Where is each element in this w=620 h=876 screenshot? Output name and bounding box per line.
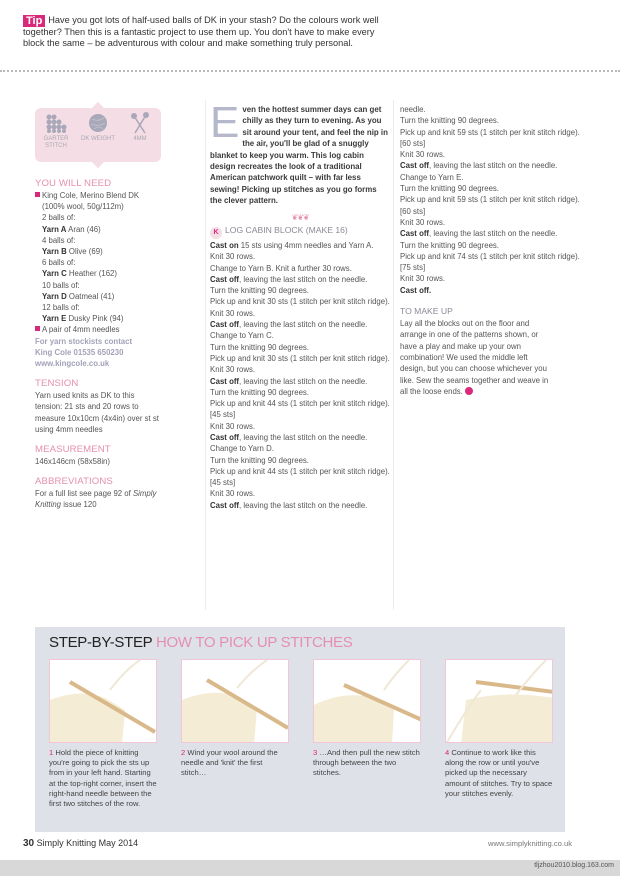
instruction: Turn the knitting 90 degrees. — [210, 286, 309, 296]
end-mark-icon — [465, 387, 473, 395]
instruction: Pick up and knit 44 sts (1 stitch per knit stitch ridge). [45 sts] — [210, 399, 390, 420]
step-photo — [445, 659, 553, 743]
instruction: Pick up and knit 59 sts (1 stitch per knit stitch ridge). [60 sts] — [400, 195, 580, 216]
step-1 — [49, 659, 157, 809]
instruction: Cast off, leaving the last stitch on the needle. — [210, 320, 368, 330]
yarn-qty: 12 balls of: — [42, 303, 80, 313]
magazine-url[interactable]: www.simplyknitting.co.uk — [488, 839, 572, 848]
step-2 — [181, 659, 289, 779]
magazine-issue: Simply Knitting May 2014 — [36, 838, 139, 848]
instruction: Cast off, leaving the last stitch on the needle. — [400, 229, 558, 239]
instruction: Cast off, leaving the last stitch on the needle. — [210, 500, 368, 510]
instruction: Change to Yarn E. — [400, 172, 464, 182]
instruction: Knit 30 rows. — [400, 217, 446, 227]
make-up-heading: TO MAKE UP — [400, 306, 453, 317]
drop-cap: E — [210, 98, 240, 147]
yarn-item: Yarn C Heather (162) — [42, 269, 117, 279]
instruction: Knit 30 rows. — [400, 274, 446, 284]
instruction: Knit 30 rows. — [210, 252, 256, 262]
make-up-text: Lay all the blocks out on the floor and arrange in one of the patterns shown, or have a play and make up your own combination! We used the middle left design, but you can choose whichever you like. Sew the seams together and weave in all the loose ends. — [400, 319, 549, 396]
instruction: Turn the knitting 90 degrees. — [400, 116, 499, 126]
instruction: Knit 30 rows. — [210, 489, 256, 499]
step-photo — [313, 659, 421, 743]
yarn-line: King Cole, Merino Blend DK — [35, 190, 200, 201]
instruction: Turn the knitting 90 degrees. — [400, 240, 499, 250]
tip-badge: Tip — [23, 15, 45, 27]
yarn-item: Yarn A Aran (46) — [42, 224, 101, 234]
abbreviations-text: For a full list see page 92 of Simply Knitting issue 120 — [35, 489, 157, 510]
instruction: Cast off, leaving the last stitch on the needle. — [210, 433, 368, 442]
instruction: needle. — [400, 105, 426, 114]
abbreviations-heading: ABBREVIATIONS — [35, 476, 113, 488]
intro-paragraph: Even the hottest summer days can get chilly as they turn to evening. As you sit around your tent, and feel the nip in the air, you'll be glad of a snuggly blanket to keep you warm. This log cabin design recreates the look of a traditional American patchwork quilt – with far less sewing! Picking up stitches as you go forms the clever pattern. — [210, 98, 388, 206]
page-footer — [23, 838, 138, 849]
knit-k-icon: K — [210, 227, 222, 239]
badge-label: DK WEIGHT — [81, 136, 115, 142]
instruction: Cast on 15 sts using 4mm needles and Yarn A. — [210, 240, 374, 250]
instruction: Knit 30 rows. — [400, 150, 446, 160]
step-text: 4 Continue to work like this along the row or until you've picked up the necessary amount of stitches. Try to space your stitches evenly. — [445, 748, 553, 798]
instruction: Pick up and knit 59 sts (1 stitch per knit stitch ridge). [60 sts] — [400, 127, 580, 148]
column-divider — [393, 100, 394, 610]
bullet-icon — [35, 326, 40, 331]
flourish-ornament: ❦❦❦ — [291, 212, 309, 222]
step-by-step-panel — [35, 627, 565, 832]
step-photo — [49, 659, 157, 743]
step-3 — [313, 659, 421, 779]
you-will-need-heading: YOU WILL NEED — [35, 178, 112, 189]
watermark-text: tljzhou2010.blog.163.com — [534, 862, 614, 869]
yarn-item: Yarn D Oatmeal (41) — [42, 291, 115, 301]
measurement-text: 146x146cm (58x58in) — [35, 457, 110, 467]
bullet-icon — [35, 192, 40, 197]
tip-box — [23, 15, 383, 49]
knitting-needles-icon — [128, 112, 152, 134]
tension-heading: TENSION — [35, 378, 79, 390]
instruction: Cast off, leaving the last stitch on the needle. — [210, 274, 368, 284]
step-text: 1 Hold the piece of knitting you're going to pick the sts up from in your left hand. Starting at the top-right corner, insert the right-hand needle between the first two stitches of the row. — [49, 748, 157, 809]
instruction: Cast off, leaving the last stitch on the needle. — [400, 161, 558, 171]
instruction: Pick up and knit 30 sts (1 stitch per knit stitch ridge). — [210, 297, 390, 307]
right-column — [400, 104, 590, 397]
stockist-contact: For yarn stockists contact — [35, 336, 133, 346]
badge-label: GARTER STITCH — [43, 136, 69, 149]
yarn-qty: 10 balls of: — [42, 280, 80, 290]
instruction: Change to Yarn C. — [210, 331, 274, 341]
instruction: Turn the knitting 90 degrees. — [400, 184, 499, 194]
instruction: Cast off. — [400, 285, 432, 295]
needles-line: A pair of 4mm needles — [35, 324, 200, 335]
garter-stitch-icon — [44, 112, 68, 134]
yarn-qty: 2 balls of: — [42, 213, 76, 223]
instruction: Pick up and knit 30 sts (1 stitch per knit stitch ridge). — [210, 353, 390, 363]
page-number: 30 — [23, 838, 35, 849]
tension-text: Yarn used knits as DK to this tension: 21 sts and 20 rows to measure 10x10cm (4x4in) over st st using 4mm needles — [35, 391, 159, 434]
badge-needle-size — [121, 112, 159, 162]
step-by-step-title: STEP-BY-STEP HOW TO PICK UP STITCHES — [49, 634, 353, 651]
log-cabin-heading: K LOG CABIN BLOCK (MAKE 16) — [210, 225, 390, 239]
middle-column — [210, 98, 390, 511]
yarn-qty: 6 balls of: — [42, 258, 76, 268]
instruction: Turn the knitting 90 degrees. — [210, 387, 309, 397]
instruction: Knit 30 rows. — [210, 365, 256, 375]
step-text: 2 Wind your wool around the needle and 'knit' the first stitch… — [181, 748, 278, 778]
stockist-website[interactable]: www.kingcole.co.uk — [35, 359, 110, 369]
pattern-info-badge — [35, 108, 161, 162]
yarn-ball-icon — [86, 112, 110, 134]
left-column — [35, 108, 200, 511]
yarn-qty: 4 balls of: — [42, 235, 76, 245]
badge-garter-stitch — [37, 112, 75, 162]
yarn-spec: (100% wool, 50g/112m) — [42, 202, 124, 212]
instruction: Knit 30 rows. — [210, 308, 256, 318]
instruction: Turn the knitting 90 degrees. — [210, 455, 309, 465]
yarn-item: Yarn B Olive (69) — [42, 247, 103, 257]
tip-text: Have you got lots of half-used balls of DK in your stash? Do the colours work well together? Then this is a fantastic project to use them up. You don't have to make every block the same – be adventurous with colour and make something truly personal. — [23, 15, 379, 49]
step-text: 3 …And then pull the new stitch through between the two stitches. — [313, 748, 420, 778]
stockist-phone: King Cole 01535 650230 — [35, 347, 124, 357]
watermark-bar — [0, 860, 620, 876]
step-4 — [445, 659, 553, 799]
step-photo — [181, 659, 289, 743]
dotted-divider — [0, 70, 620, 72]
instruction: Turn the knitting 90 degrees. — [210, 342, 309, 352]
instruction: Change to Yarn B. Knit a further 30 rows. — [210, 263, 352, 273]
instruction: Pick up and knit 74 sts (1 stitch per knit stitch ridge). [75 sts] — [400, 251, 580, 273]
instruction: Pick up and knit 44 sts (1 stitch per knit stitch ridge). [45 sts] — [210, 466, 390, 488]
column-divider — [205, 100, 206, 610]
instruction: Cast off, leaving the last stitch on the needle. — [210, 376, 368, 386]
badge-label: 4MM — [133, 136, 147, 142]
badge-dk-weight — [79, 112, 117, 162]
yarn-item: Yarn E Dusky Pink (94) — [42, 314, 124, 324]
instruction: Change to Yarn D. — [210, 444, 274, 454]
instruction: Knit 30 rows. — [210, 421, 256, 431]
measurement-heading: MEASUREMENT — [35, 444, 111, 456]
